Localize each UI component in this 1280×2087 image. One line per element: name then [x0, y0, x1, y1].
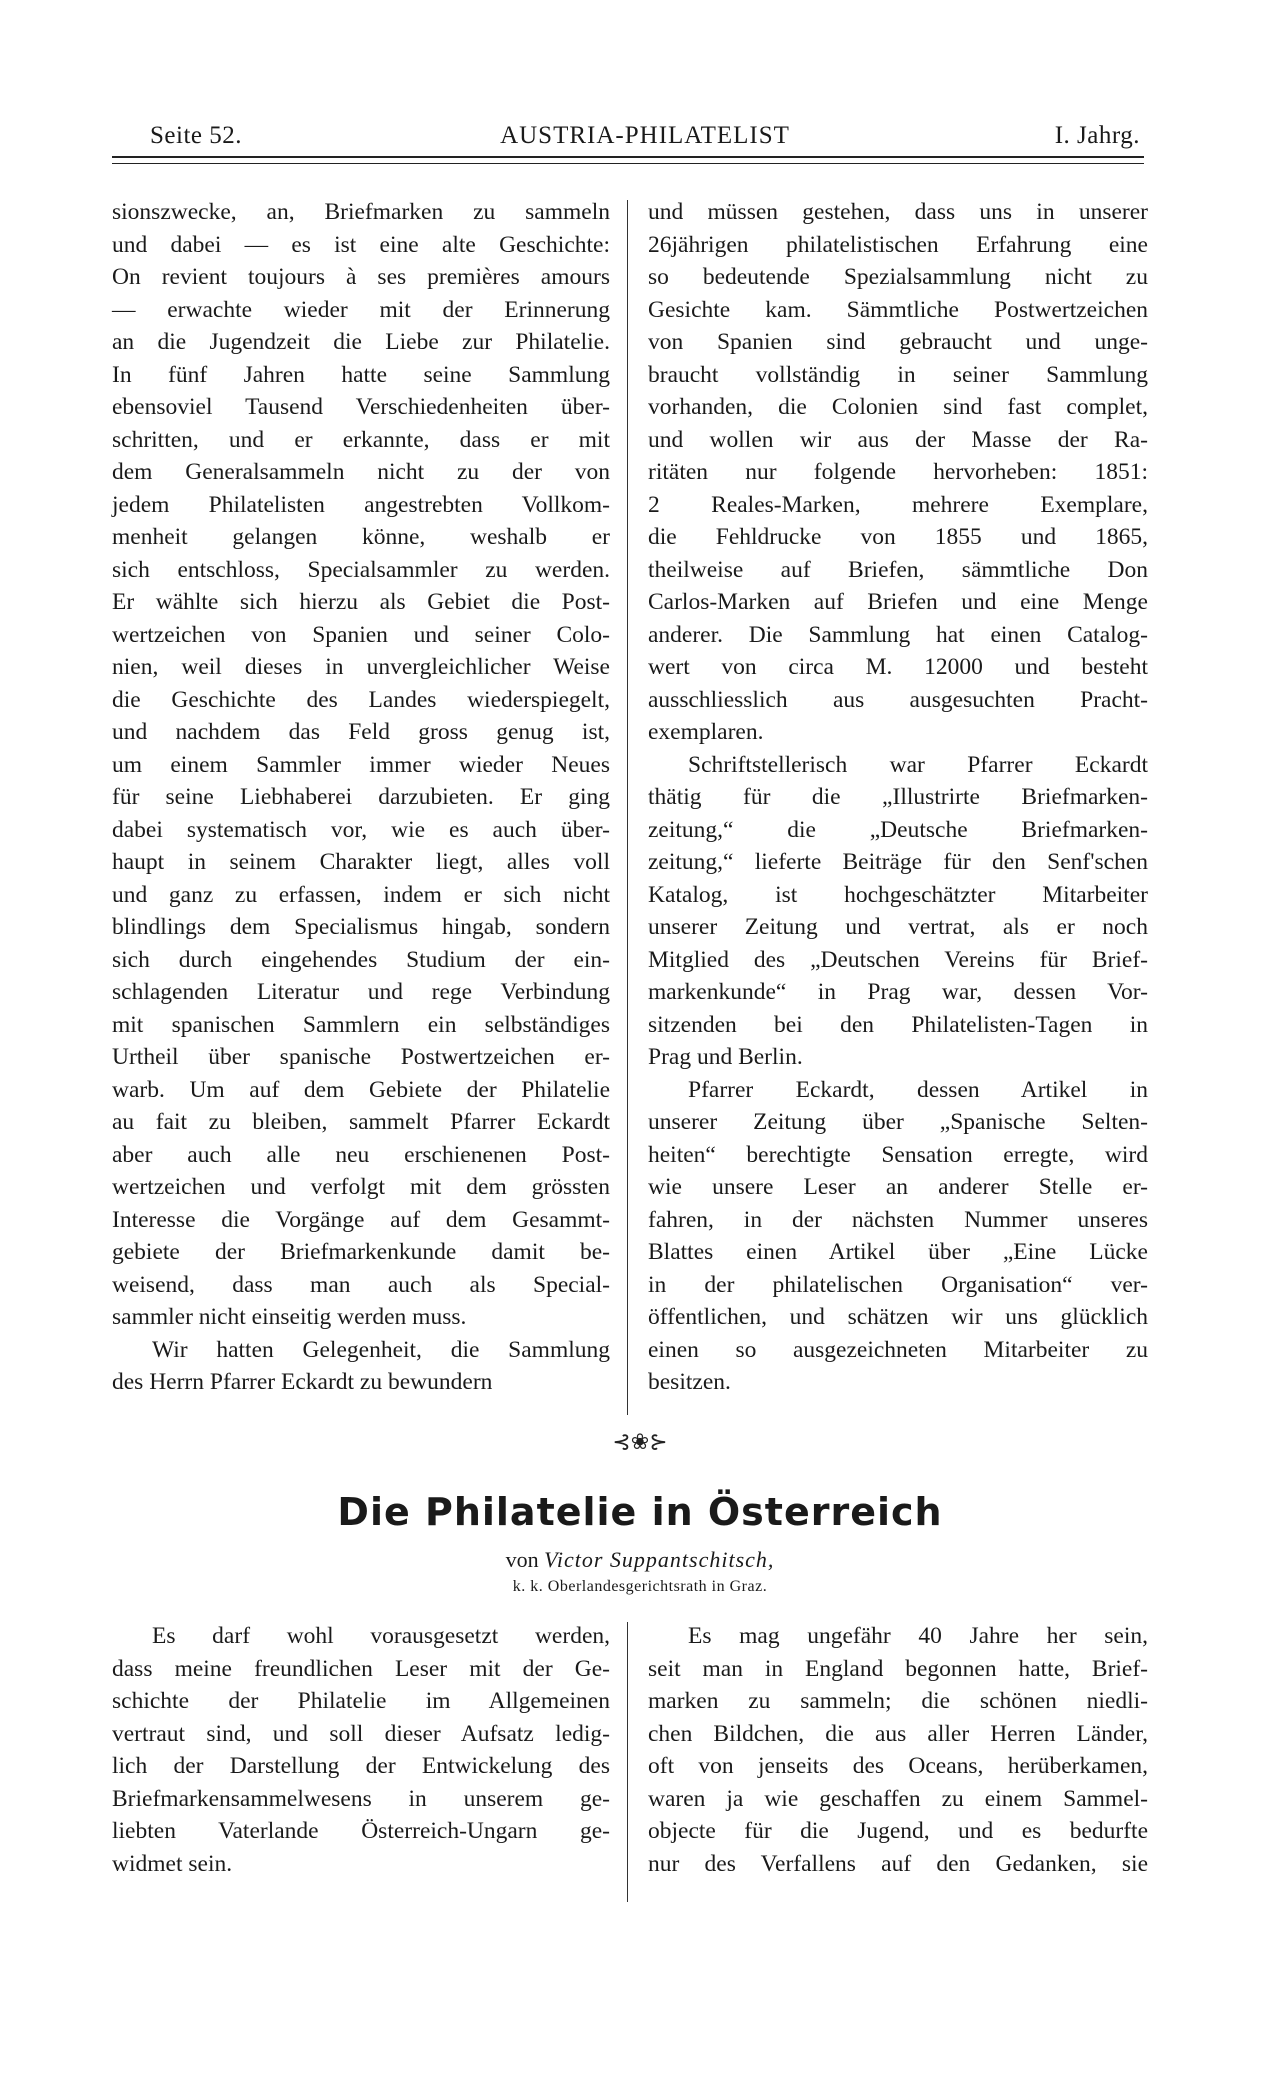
text-line: ausschliesslich aus ausgesuchten Pracht-	[648, 686, 1148, 713]
text-line: ebensoviel Tausend Verschiedenheiten über-	[112, 394, 610, 420]
journal-title: AUSTRIA-PHILATELIST	[500, 122, 790, 149]
text-line: wertzeichen und verfolgt mit dem grössten	[112, 1174, 610, 1200]
text-line: unserer Zeitung und vertrat, als er noch	[648, 914, 1148, 940]
text-line: zeitung,“ die „Deutsche Briefmarken-	[648, 816, 1148, 843]
text-line: Er wählte sich hierzu als Gebiet die Post-	[112, 589, 610, 615]
text-line: einen so ausgezeichneten Mitarbeiter zu	[648, 1336, 1148, 1363]
text-line: In fünf Jahren hatte seine Sammlung	[112, 361, 610, 388]
text-line: marken zu sammeln; die schönen niedli-	[648, 1688, 1148, 1714]
article-byline	[0, 1547, 1280, 1573]
text-line: Briefmarkensammelwesens in unserem ge-	[112, 1785, 610, 1812]
prev-article-column-right	[648, 196, 1148, 1399]
text-line: Pfarrer Eckardt, dessen Artikel in	[688, 1076, 1148, 1103]
text-line: 2 Reales-Marken, mehrere Exemplare,	[648, 491, 1148, 518]
byline-prefix: von	[505, 1547, 539, 1572]
text-line: ritäten nur folgende hervorheben: 1851:	[648, 459, 1148, 485]
text-line: Es darf wohl vorausgesetzt werden,	[152, 1623, 610, 1649]
text-line: wert von circa M. 12000 und besteht	[648, 654, 1148, 680]
text-line: schichte der Philatelie im Allgemeinen	[112, 1688, 610, 1714]
text-line: heiten“ berechtigte Sensation erregte, wird	[648, 1141, 1148, 1168]
text-line: menheit gelangen könne, weshalb er	[112, 524, 610, 550]
text-line: aber auch alle neu erschienenen Post-	[112, 1141, 610, 1168]
text-line: widmet sein.	[112, 1850, 233, 1877]
section-ornament: ⊰❀⊱	[612, 1429, 668, 1454]
text-line: unserer Zeitung über „Spanische Selten-	[648, 1109, 1148, 1135]
text-line: zeitung,“ lieferte Beiträge für den Senf'schen	[648, 849, 1148, 875]
text-line: vorhanden, die Colonien sind fast complet,	[648, 394, 1148, 420]
text-line: so bedeutende Spezialsammlung nicht zu	[648, 264, 1148, 290]
text-line: und nachdem das Feld gross genug ist,	[112, 719, 610, 745]
text-line: sitzenden bei den Philatelisten-Tagen in	[648, 1011, 1148, 1038]
text-line: des Herrn Pfarrer Eckardt zu bewundern	[112, 1369, 493, 1395]
text-line: sammler nicht einseitig werden muss.	[112, 1304, 467, 1330]
text-line: sich entschloss, Specialsammler zu werden.	[112, 556, 610, 583]
text-line: On revient toujours à ses premières amours	[112, 264, 610, 290]
text-line: — erwachte wieder mit der Erinnerung	[112, 296, 610, 323]
text-line: seit man in England begonnen hatte, Brief-	[648, 1655, 1148, 1682]
text-line: blindlings dem Specialismus hingab, sondern	[112, 914, 610, 940]
text-line: theilweise auf Briefen, sämmtliche Don	[648, 556, 1148, 583]
text-line: schlagenden Literatur und rege Verbindung	[112, 979, 610, 1005]
volume-label: I. Jahrg.	[1054, 122, 1140, 149]
text-line: dem Generalsammeln nicht zu der von	[112, 459, 610, 485]
text-line: nur des Verfallens auf den Gedanken, sie	[648, 1850, 1148, 1877]
article-column-right	[648, 1620, 1148, 1880]
text-line: oft von jenseits des Oceans, herüberkamen,	[648, 1753, 1148, 1779]
text-line: Katalog, ist hochgeschätzter Mitarbeiter	[648, 881, 1148, 908]
text-line: und ganz zu erfassen, indem er sich nicht	[112, 881, 610, 908]
text-line: haupt in seinem Charakter liegt, alles voll	[112, 849, 610, 875]
text-line: dass meine freundlichen Leser mit der Ge-	[112, 1655, 610, 1682]
text-line: Blattes einen Artikel über „Eine Lücke	[648, 1239, 1148, 1265]
text-line: Gesichte kam. Sämmtliche Postwertzeichen	[648, 296, 1148, 323]
text-line: au fait zu bleiben, sammelt Pfarrer Eckardt	[112, 1109, 610, 1135]
text-line: für seine Liebhaberei darzubieten. Er ging	[112, 784, 610, 810]
text-line: die Geschichte des Landes wiederspiegelt,	[112, 686, 610, 713]
text-line: wie unsere Leser an anderer Stelle er-	[648, 1174, 1148, 1200]
text-line: Prag und Berlin.	[648, 1044, 803, 1070]
column-divider-bottom	[627, 1622, 628, 1902]
text-line: markenkunde“ in Prag war, dessen Vor-	[648, 979, 1148, 1005]
text-line: objecte für die Jugend, und es bedurfte	[648, 1818, 1148, 1844]
text-line: an die Jugendzeit die Liebe zur Philatelie.	[112, 329, 610, 355]
text-line: in der philatelischen Organisation“ ver-	[648, 1271, 1148, 1298]
text-line: 26jährigen philatelistischen Erfahrung eine	[648, 231, 1148, 258]
text-line: öffentlichen, und schätzen wir uns glücklich	[648, 1304, 1148, 1330]
column-divider-top	[627, 200, 628, 1415]
text-line: sionszwecke, an, Briefmarken zu sammeln	[112, 199, 610, 225]
text-line: Carlos-Marken auf Briefen und eine Menge	[648, 589, 1148, 615]
text-line: schritten, und er erkannte, dass er mit	[112, 426, 610, 453]
text-line: weisend, dass man auch als Special-	[112, 1271, 610, 1298]
text-line: fahren, in der nächsten Nummer unseres	[648, 1206, 1148, 1233]
header-rule	[112, 156, 1144, 164]
text-line: Mitglied des „Deutschen Vereins für Brief-	[648, 946, 1148, 973]
text-line: Schriftstellerisch war Pfarrer Eckardt	[688, 751, 1148, 778]
text-line: exemplaren.	[648, 719, 764, 745]
text-line: Urtheil über spanische Postwertzeichen er-	[112, 1044, 610, 1070]
text-line: chen Bildchen, die aus aller Herren Länder,	[648, 1720, 1148, 1747]
text-line: sich durch eingehendes Studium der ein-	[112, 946, 610, 973]
article-title: Die Philatelie in Österreich	[337, 1490, 943, 1534]
text-line: vertraut sind, und soll dieser Aufsatz ledig-	[112, 1720, 610, 1747]
text-line: liebten Vaterlande Österreich-Ungarn ge-	[112, 1818, 610, 1844]
text-line: Wir hatten Gelegenheit, die Sammlung	[152, 1336, 610, 1363]
text-line: und wollen wir aus der Masse der Ra-	[648, 426, 1148, 453]
text-line: die Fehldrucke von 1855 und 1865,	[648, 524, 1148, 550]
article-author: Victor Suppantschitsch,	[544, 1547, 775, 1572]
page-number: Seite 52.	[150, 122, 242, 149]
text-line: besitzen.	[648, 1369, 731, 1395]
text-line: und müssen gestehen, dass uns in unserer	[648, 199, 1148, 225]
text-line: lich der Darstellung der Entwickelung des	[112, 1753, 610, 1779]
text-line: thätig für die „Illustrirte Briefmarken-	[648, 784, 1148, 810]
text-line: dabei systematisch vor, wie es auch über-	[112, 816, 610, 843]
text-line: braucht vollständig in seiner Sammlung	[648, 361, 1148, 388]
article-column-left	[112, 1620, 610, 1880]
text-line: waren ja wie geschaffen zu einem Sammel-	[648, 1785, 1148, 1812]
prev-article-column-left	[112, 196, 610, 1399]
text-line: wertzeichen von Spanien und seiner Colo-	[112, 621, 610, 648]
text-line: warb. Um auf dem Gebiete der Philatelie	[112, 1076, 610, 1103]
text-line: gebiete der Briefmarkenkunde damit be-	[112, 1239, 610, 1265]
text-line: von Spanien sind gebraucht und unge-	[648, 329, 1148, 355]
text-line: anderer. Die Sammlung hat einen Catalog-	[648, 621, 1148, 648]
running-head	[150, 118, 1140, 158]
text-line: Interesse die Vorgänge auf dem Gesammt-	[112, 1206, 610, 1233]
text-line: nien, weil dieses in unvergleichlicher Weise	[112, 654, 610, 680]
text-line: und dabei — es ist eine alte Geschichte:	[112, 231, 610, 258]
author-affiliation: k. k. Oberlandesgerichtsrath in Graz.	[512, 1578, 768, 1595]
text-line: jedem Philatelisten angestrebten Vollkom-	[112, 491, 610, 518]
text-line: um einem Sammler immer wieder Neues	[112, 751, 610, 778]
text-line: Es mag ungefähr 40 Jahre her sein,	[688, 1623, 1148, 1649]
text-line: mit spanischen Sammlern ein selbständiges	[112, 1011, 610, 1038]
